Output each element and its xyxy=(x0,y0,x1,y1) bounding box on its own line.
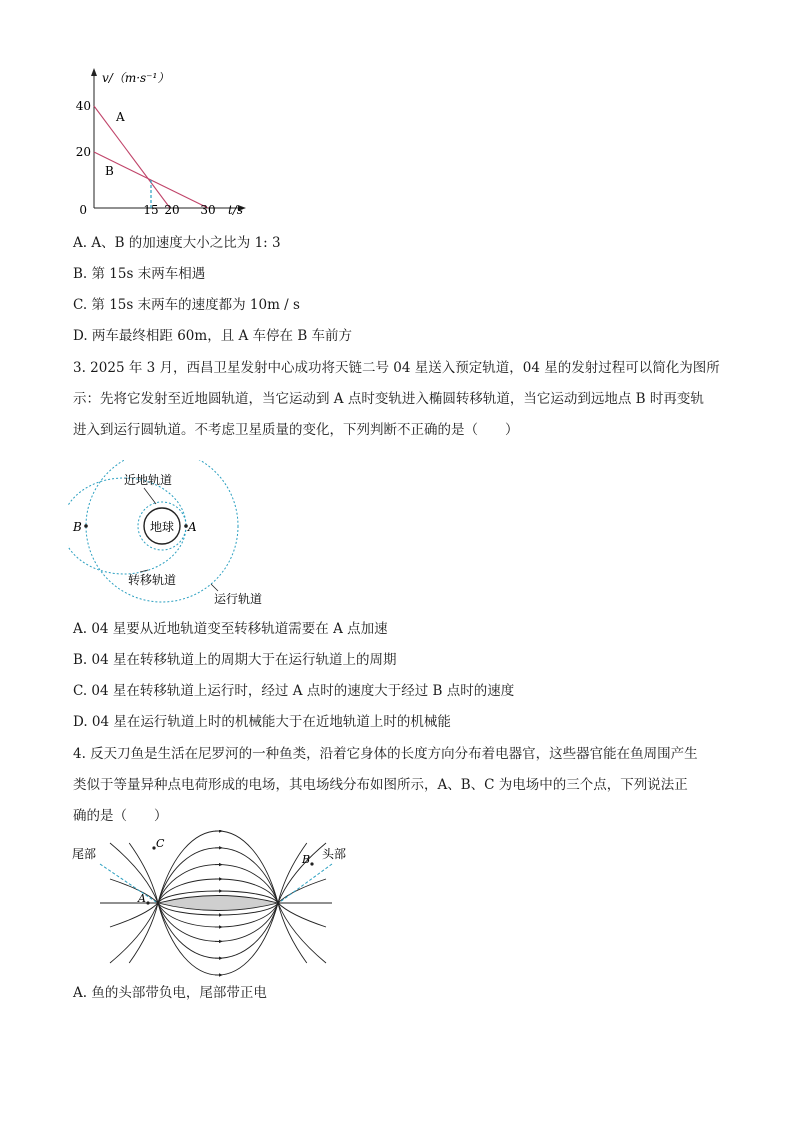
x-tick-30: 30 xyxy=(200,203,216,217)
q3-stem-line-1: 3. 2025 年 3 月，西昌卫星发射中心成功将天链二号 04 星送入预定轨道，04 星的发射过程可以简化为图所 xyxy=(73,360,720,376)
field-line xyxy=(278,879,326,903)
transfer-orbit-leader xyxy=(140,570,148,572)
earth-label: 地球 xyxy=(149,520,175,534)
field-line xyxy=(158,831,278,903)
field-line xyxy=(278,903,326,927)
transfer-orbit-label: 转移轨道 xyxy=(128,573,177,587)
point-b xyxy=(310,862,313,865)
field-line xyxy=(158,903,278,975)
q2-option-a: A. A、B 的加速度大小之比为 1: 3 xyxy=(73,235,281,251)
q2-option-c: C. 第 15s 末两车的速度都为 10m / s xyxy=(73,297,300,313)
point-b-label: B xyxy=(302,853,311,866)
field-line xyxy=(110,879,158,903)
point-a-label: A xyxy=(188,520,197,534)
tail-label: 尾部 xyxy=(72,847,97,861)
q4-stem-line-1: 4. 反天刀鱼是生活在尼罗河的一种鱼类，沿着它身体的长度方向分布着电器官，这些器官能在鱼周围产生 xyxy=(73,746,698,762)
field-line xyxy=(110,903,158,963)
q4-stem-line-3: 确的是（ ） xyxy=(73,808,168,824)
near-orbit-leader xyxy=(144,488,156,504)
q2-option-d: D. 两车最终相距 60m，且 A 车停在 B 车前方 xyxy=(73,328,353,344)
x-axis-label: t/s xyxy=(228,203,244,217)
point-a-label: A xyxy=(138,892,146,905)
field-line xyxy=(278,903,326,963)
point-b-label: B xyxy=(73,520,82,534)
q4-stem xyxy=(73,739,733,832)
y-axis-arrow xyxy=(91,68,97,76)
q3-stem-line-3: 进入到运行圆轨道。不考虑卫星质量的变化，下列判断不正确的是（ ） xyxy=(73,422,519,438)
y-tick-40: 40 xyxy=(75,99,91,113)
field-line xyxy=(110,903,158,927)
line-b-label: B xyxy=(105,164,114,178)
vt-graph xyxy=(70,62,260,222)
q3-option-a: A. 04 星要从近地轨道变至转移轨道需要在 A 点加速 xyxy=(73,621,388,637)
line-a-label: A xyxy=(116,110,125,124)
q2-option-b: B. 第 15s 末两车相遇 xyxy=(73,266,206,282)
q3-option-d: D. 04 星在运行轨道上时的机械能大于在近地轨道上时的机械能 xyxy=(73,714,451,730)
q3-stem-line-2: 示：先将它发射至近地圆轨道，当它运动到 A 点时变轨进入椭圆转移轨道，当它运动到远地点 B 时再变轨 xyxy=(73,391,704,407)
origin-label: 0 xyxy=(79,203,87,217)
run-orbit-label: 运行轨道 xyxy=(214,592,263,606)
head-label: 头部 xyxy=(322,847,347,861)
point-c-label: C xyxy=(156,837,165,850)
q3-option-b: B. 04 星在转移轨道上的周期大于在运行轨道上的周期 xyxy=(73,652,397,668)
x-tick-15: 15 xyxy=(143,203,159,217)
y-axis-label: v/（m·s⁻¹） xyxy=(102,71,170,85)
fish-field-diagram xyxy=(70,830,360,980)
q4-stem-line-2: 类似于等量异种点电荷形成的电场，其电场线分布如图所示，A、B、C 为电场中的三个点，下列说法正 xyxy=(73,777,688,793)
field-line xyxy=(110,843,158,903)
q3-option-c: C. 04 星在转移轨道上运行时，经过 A 点时的速度大于经过 B 点时的速度 xyxy=(73,683,515,699)
q3-stem xyxy=(73,353,733,446)
head-guide xyxy=(280,864,332,902)
run-orbit-leader xyxy=(211,584,218,591)
point-a xyxy=(146,901,149,904)
y-tick-20: 20 xyxy=(75,145,91,159)
point-b xyxy=(84,524,88,528)
near-orbit-label: 近地轨道 xyxy=(124,473,173,487)
orbit-diagram xyxy=(68,460,288,610)
field-line xyxy=(278,843,326,903)
q4-option-a: A. 鱼的头部带负电，尾部带正电 xyxy=(73,985,267,1001)
x-tick-20: 20 xyxy=(164,203,180,217)
fish-body xyxy=(158,896,278,911)
